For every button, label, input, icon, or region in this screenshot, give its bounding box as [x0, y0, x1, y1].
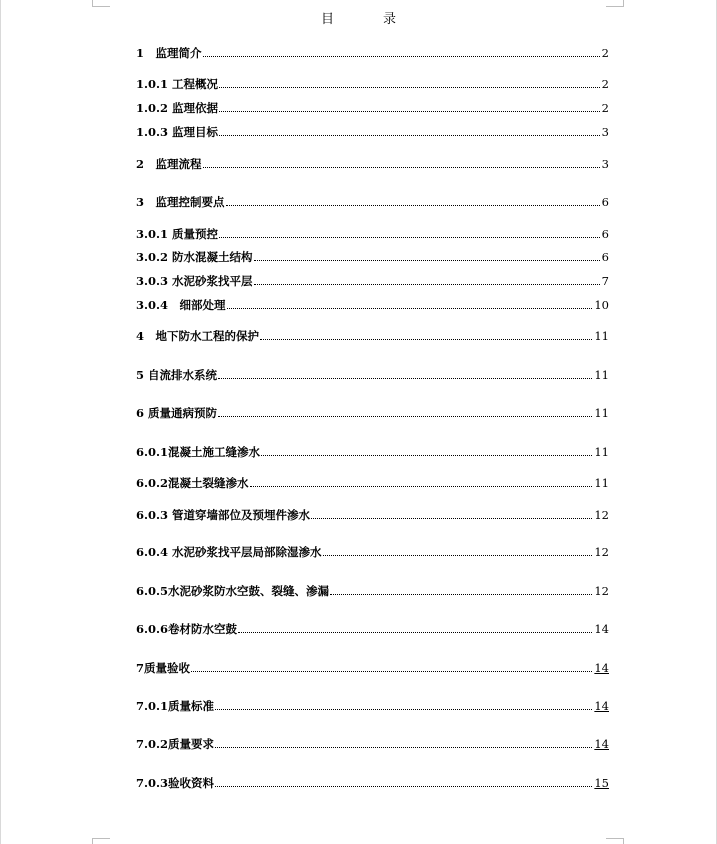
- toc-entry-label: 7.0.2质量要求: [136, 737, 215, 751]
- toc-entry-label: 6.0.1混凝土施工缝渗水: [136, 445, 261, 459]
- toc-entry[interactable]: [136, 775, 609, 791]
- toc-leader-dots: [219, 87, 600, 88]
- toc-entry-page-number: 10: [594, 298, 609, 312]
- toc-entry[interactable]: [136, 698, 609, 714]
- toc-entry-label: 7质量验收: [136, 661, 191, 675]
- toc-entry-label: 3 监理控制要点: [136, 195, 225, 209]
- toc-entry-label: 2 监理流程: [136, 157, 202, 171]
- toc-entry[interactable]: [136, 328, 609, 344]
- toc-leader-dots: [218, 416, 592, 417]
- toc-entry[interactable]: [136, 544, 609, 560]
- toc-entry-label: 3.0.3 水泥砂浆找平层: [136, 274, 253, 288]
- toc-entry-label: 6.0.3 管道穿墙部位及预埋件渗水: [136, 508, 311, 522]
- toc-leader-dots: [254, 284, 600, 285]
- toc-entry-label: 6.0.5水泥砂浆防水空鼓、裂缝、渗漏: [136, 584, 330, 598]
- toc-leader-dots: [218, 378, 592, 379]
- toc-entry-label: 1.0.1 工程概况: [136, 77, 219, 91]
- toc-entry[interactable]: [136, 621, 609, 637]
- toc-entry-page-number: 2: [601, 101, 609, 115]
- toc-leader-dots: [250, 486, 593, 487]
- toc-entry-label: 1.0.3 监理目标: [136, 125, 219, 139]
- toc-entry-label: 6.0.6卷材防水空鼓: [136, 622, 238, 636]
- toc-entry-page-number: 14: [594, 622, 609, 636]
- toc-entry[interactable]: [136, 736, 609, 752]
- toc-entry-page-number: 11: [594, 445, 609, 459]
- toc-leader-dots: [215, 786, 592, 787]
- toc-entry-page-number: 3: [601, 125, 609, 139]
- toc-entry[interactable]: [136, 583, 609, 599]
- toc-entry-label: 7.0.3验收资料: [136, 776, 215, 790]
- toc-entry[interactable]: [136, 76, 609, 92]
- toc-entry-page-number: 15: [594, 776, 609, 790]
- toc-entry-page-number: 11: [594, 406, 609, 420]
- toc-entry-page-number: 2: [601, 46, 609, 60]
- toc-entry-page-number: 12: [594, 584, 609, 598]
- toc-entry-label: 4 地下防水工程的保护: [136, 329, 260, 343]
- toc-entry[interactable]: [136, 444, 609, 460]
- toc-entry-label: 7.0.1质量标准: [136, 699, 215, 713]
- toc-entry-page-number: 14: [594, 661, 609, 675]
- toc-entry[interactable]: [136, 194, 609, 210]
- toc-leader-dots: [227, 308, 593, 309]
- toc-entry-page-number: 11: [594, 368, 609, 382]
- toc-entry[interactable]: [136, 405, 609, 421]
- toc-leader-dots: [215, 709, 592, 710]
- toc-entry[interactable]: [136, 124, 609, 140]
- toc-entry-page-number: 2: [601, 77, 609, 91]
- toc-entry[interactable]: [136, 475, 609, 491]
- toc-leader-dots: [219, 111, 600, 112]
- toc-entry[interactable]: [136, 507, 609, 523]
- toc-entry-label: 3.0.2 防水混凝土结构: [136, 250, 253, 264]
- toc-entry[interactable]: [136, 367, 609, 383]
- toc-entry-page-number: 11: [594, 476, 609, 490]
- toc-entry[interactable]: [136, 45, 609, 61]
- toc-entry-page-number: 12: [594, 508, 609, 522]
- toc-entry-label: 6.0.2混凝土裂缝渗水: [136, 476, 249, 490]
- toc-entry-page-number: 14: [594, 699, 609, 713]
- toc-leader-dots: [254, 260, 600, 261]
- toc-entry-label: 1.0.2 监理依据: [136, 101, 219, 115]
- toc-leader-dots: [219, 135, 600, 136]
- toc-leader-dots: [330, 594, 592, 595]
- toc-entry-page-number: 6: [601, 250, 609, 264]
- toc-leader-dots: [323, 555, 593, 556]
- toc-entry-page-number: 14: [594, 737, 609, 751]
- toc-entry-label: 3.0.4 细部处理: [136, 298, 226, 312]
- toc-entry-page-number: 11: [594, 329, 609, 343]
- toc-entry-page-number: 3: [601, 157, 609, 171]
- toc-leader-dots: [311, 518, 592, 519]
- toc-leader-dots: [226, 205, 600, 206]
- toc-entry[interactable]: [136, 100, 609, 116]
- toc-entry-label: 6 质量通病预防: [136, 406, 218, 420]
- toc-leader-dots: [219, 237, 600, 238]
- toc-leader-dots: [215, 747, 592, 748]
- toc-entry-page-number: 7: [601, 274, 609, 288]
- toc-entry-label: 3.0.1 质量预控: [136, 227, 219, 241]
- toc-leader-dots: [238, 632, 592, 633]
- toc-title: 目 录: [320, 12, 414, 27]
- toc-leader-dots: [203, 56, 600, 57]
- toc-entry-label: 1 监理简介: [136, 46, 202, 60]
- toc-entry[interactable]: [136, 660, 609, 676]
- toc-entry-page-number: 12: [594, 545, 609, 559]
- toc-entry[interactable]: [136, 249, 609, 265]
- toc-entry[interactable]: [136, 273, 609, 289]
- toc-leader-dots: [203, 167, 600, 168]
- toc-entry-page-number: 6: [601, 227, 609, 241]
- toc-entry-page-number: 6: [601, 195, 609, 209]
- toc-entry[interactable]: [136, 226, 609, 242]
- toc-leader-dots: [260, 339, 592, 340]
- toc-leader-dots: [261, 455, 592, 456]
- toc-entry-label: 5 自流排水系统: [136, 368, 218, 382]
- toc-leader-dots: [191, 671, 592, 672]
- toc-entry[interactable]: [136, 156, 609, 172]
- toc-entry[interactable]: [136, 297, 609, 313]
- toc-entry-label: 6.0.4 水泥砂浆找平层局部除湿渗水: [136, 545, 322, 559]
